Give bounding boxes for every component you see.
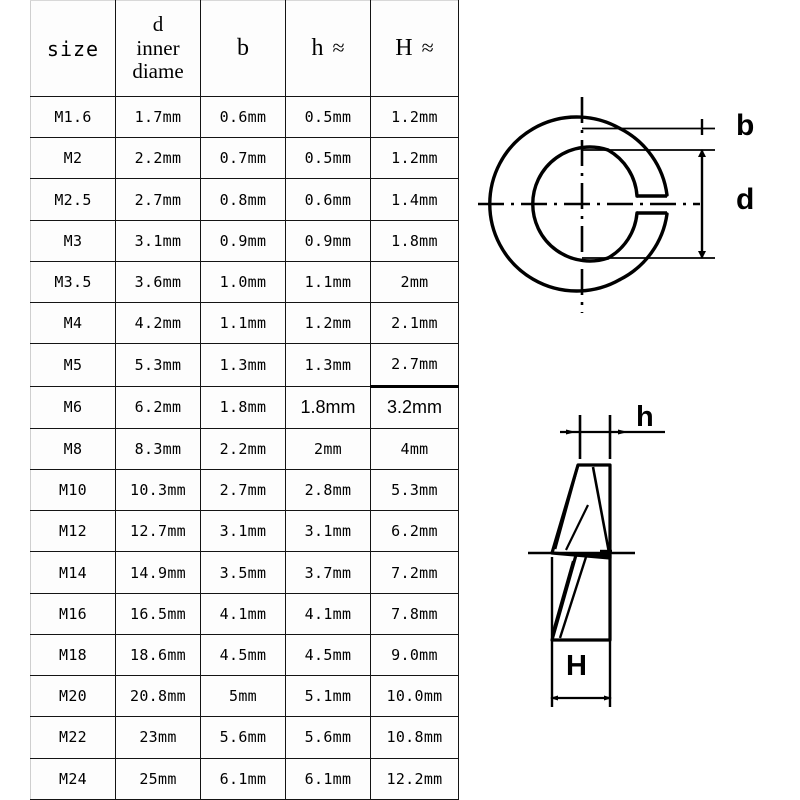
outer-circle-arc-right-upper: [620, 129, 667, 196]
table-cell-d: 6.2mm: [116, 386, 201, 428]
table-cell-b: 1.0mm: [201, 261, 286, 302]
table-cell-d: 4.2mm: [116, 303, 201, 344]
table-cell-b: 0.9mm: [201, 220, 286, 261]
table-row: [31, 179, 459, 220]
table-cell-H: 2.1mm: [371, 303, 459, 344]
column-header-d-line2: inner: [136, 35, 180, 60]
table-cell-H: 2mm: [371, 261, 459, 302]
table-cell-d: 1.7mm: [116, 97, 201, 138]
table-cell-size: M5: [31, 344, 116, 386]
table-cell-h: 3.1mm: [286, 511, 371, 552]
table-cell-size: M14: [31, 552, 116, 593]
table-cell-b: 0.6mm: [201, 97, 286, 138]
table-cell-H: 12.2mm: [371, 758, 459, 799]
table-cell-b: 4.1mm: [201, 593, 286, 634]
table-row: [31, 758, 459, 799]
table-cell-H: 10.0mm: [371, 676, 459, 717]
table-cell-h: 0.9mm: [286, 220, 371, 261]
table-cell-h: 1.2mm: [286, 303, 371, 344]
table-cell-h: 6.1mm: [286, 758, 371, 799]
washer-dimension-table: [30, 0, 459, 800]
table-cell-d: 20.8mm: [116, 676, 201, 717]
lower-segment-outline: [552, 555, 610, 640]
table-cell-size: M22: [31, 717, 116, 758]
table-row: [31, 261, 459, 302]
table-row: [31, 138, 459, 179]
table-cell-H: 7.2mm: [371, 552, 459, 593]
table-cell-d: 16.5mm: [116, 593, 201, 634]
table-cell-H: 1.4mm: [371, 179, 459, 220]
table-cell-H: 3.2mm: [371, 386, 459, 428]
table-cell-b: 5mm: [201, 676, 286, 717]
table-cell-d: 3.1mm: [116, 220, 201, 261]
table-cell-H: 1.2mm: [371, 97, 459, 138]
column-header-H: [371, 1, 459, 97]
spec-table-container: [30, 0, 458, 800]
table-row: [31, 511, 459, 552]
table-cell-h: 1.1mm: [286, 261, 371, 302]
table-row: [31, 717, 459, 758]
table-cell-size: M2: [31, 138, 116, 179]
table-cell-size: M1.6: [31, 97, 116, 138]
table-row: [31, 220, 459, 261]
column-header-d-stack: [116, 13, 200, 84]
column-header-h: [286, 1, 371, 97]
table-row: [31, 470, 459, 511]
table-cell-d: 2.2mm: [116, 138, 201, 179]
table-cell-d: 3.6mm: [116, 261, 201, 302]
side-view-svg: [500, 395, 800, 735]
table-cell-size: M12: [31, 511, 116, 552]
inner-circle-arc-right-upper: [608, 150, 637, 196]
table-header: [31, 1, 459, 97]
table-header-row: [31, 1, 459, 97]
table-cell-H: 6.2mm: [371, 511, 459, 552]
approx-icon: ≈: [421, 35, 434, 60]
dimension-label-d: d: [736, 183, 755, 216]
column-header-d-symbol: d: [152, 12, 164, 37]
column-header-size: [31, 1, 116, 97]
table-cell-h: 1.3mm: [286, 344, 371, 386]
table-cell-b: 4.5mm: [201, 634, 286, 675]
outer-circle-arc-right-lower: [620, 214, 667, 280]
table-cell-h: 2.8mm: [286, 470, 371, 511]
table-cell-b: 3.5mm: [201, 552, 286, 593]
table-cell-d: 14.9mm: [116, 552, 201, 593]
table-cell-H: 4mm: [371, 428, 459, 469]
table-row: [31, 593, 459, 634]
table-cell-b: 1.3mm: [201, 344, 286, 386]
dimension-arrow-h-right: [618, 430, 628, 435]
table-cell-size: M20: [31, 676, 116, 717]
table-cell-d: 8.3mm: [116, 428, 201, 469]
table-cell-h: 2mm: [286, 428, 371, 469]
table-row: [31, 303, 459, 344]
table-row: [31, 634, 459, 675]
table-cell-h: 4.1mm: [286, 593, 371, 634]
table-cell-H: 9.0mm: [371, 634, 459, 675]
table-cell-h: 5.1mm: [286, 676, 371, 717]
table-cell-size: M2.5: [31, 179, 116, 220]
column-header-d: [116, 1, 201, 97]
column-header-H-symbol: H: [395, 35, 413, 61]
dimension-label-h: h: [636, 401, 654, 433]
table-cell-d: 25mm: [116, 758, 201, 799]
table-cell-H: 1.2mm: [371, 138, 459, 179]
table-cell-b: 2.2mm: [201, 428, 286, 469]
column-header-h-label: [311, 35, 344, 61]
table-cell-d: 12.7mm: [116, 511, 201, 552]
table-cell-b: 6.1mm: [201, 758, 286, 799]
table-cell-H: 1.8mm: [371, 220, 459, 261]
table-row: [31, 428, 459, 469]
column-header-h-symbol: h: [311, 35, 324, 61]
split-lock-washer-top-view-drawing: [470, 75, 800, 345]
table-cell-d: 2.7mm: [116, 179, 201, 220]
table-cell-size: M6: [31, 386, 116, 428]
table-cell-d: 10.3mm: [116, 470, 201, 511]
dimension-label-H: H: [566, 650, 587, 682]
table-cell-size: M16: [31, 593, 116, 634]
table-cell-h: 3.7mm: [286, 552, 371, 593]
table-cell-H: 5.3mm: [371, 470, 459, 511]
table-cell-h: 1.8mm: [286, 386, 371, 428]
table-cell-size: M10: [31, 470, 116, 511]
table-row: [31, 386, 459, 428]
upper-segment-inner-edge: [593, 467, 610, 558]
lower-segment-inner-edge: [552, 561, 573, 635]
approx-icon: ≈: [332, 35, 345, 60]
table-cell-h: 0.5mm: [286, 97, 371, 138]
table-cell-H: 10.8mm: [371, 717, 459, 758]
split-lock-washer-side-view-drawing: [500, 395, 800, 735]
table-cell-size: M3: [31, 220, 116, 261]
table-cell-size: M8: [31, 428, 116, 469]
column-header-d-line3: diame: [132, 59, 184, 84]
table-cell-d: 23mm: [116, 717, 201, 758]
column-header-b-label: b: [237, 35, 249, 61]
column-header-b: [201, 1, 286, 97]
table-body: [31, 97, 459, 800]
dimension-arrow-h-left: [566, 430, 576, 435]
table-row: [31, 552, 459, 593]
table-cell-b: 0.8mm: [201, 179, 286, 220]
inner-circle-arc-right-lower: [608, 213, 637, 258]
column-header-H-label: [395, 35, 433, 61]
table-cell-b: 3.1mm: [201, 511, 286, 552]
table-cell-b: 1.1mm: [201, 303, 286, 344]
table-cell-d: 5.3mm: [116, 344, 201, 386]
upper-segment-far-side-line: [566, 505, 588, 550]
table-cell-b: 1.8mm: [201, 386, 286, 428]
table-cell-size: M4: [31, 303, 116, 344]
table-cell-b: 0.7mm: [201, 138, 286, 179]
upper-segment-left-edge: [555, 465, 578, 549]
table-cell-size: M3.5: [31, 261, 116, 302]
table-cell-H: 2.7mm: [371, 344, 459, 386]
table-cell-h: 0.5mm: [286, 138, 371, 179]
table-cell-b: 2.7mm: [201, 470, 286, 511]
dimension-label-b: b: [736, 109, 755, 142]
table-cell-size: M24: [31, 758, 116, 799]
table-row: [31, 676, 459, 717]
table-cell-b: 5.6mm: [201, 717, 286, 758]
table-cell-h: 5.6mm: [286, 717, 371, 758]
column-header-size-label: size: [46, 36, 100, 61]
table-cell-size: M18: [31, 634, 116, 675]
table-row: [31, 344, 459, 386]
table-cell-d: 18.6mm: [116, 634, 201, 675]
table-cell-H: 7.8mm: [371, 593, 459, 634]
table-cell-h: 0.6mm: [286, 179, 371, 220]
table-cell-h: 4.5mm: [286, 634, 371, 675]
table-row: [31, 97, 459, 138]
